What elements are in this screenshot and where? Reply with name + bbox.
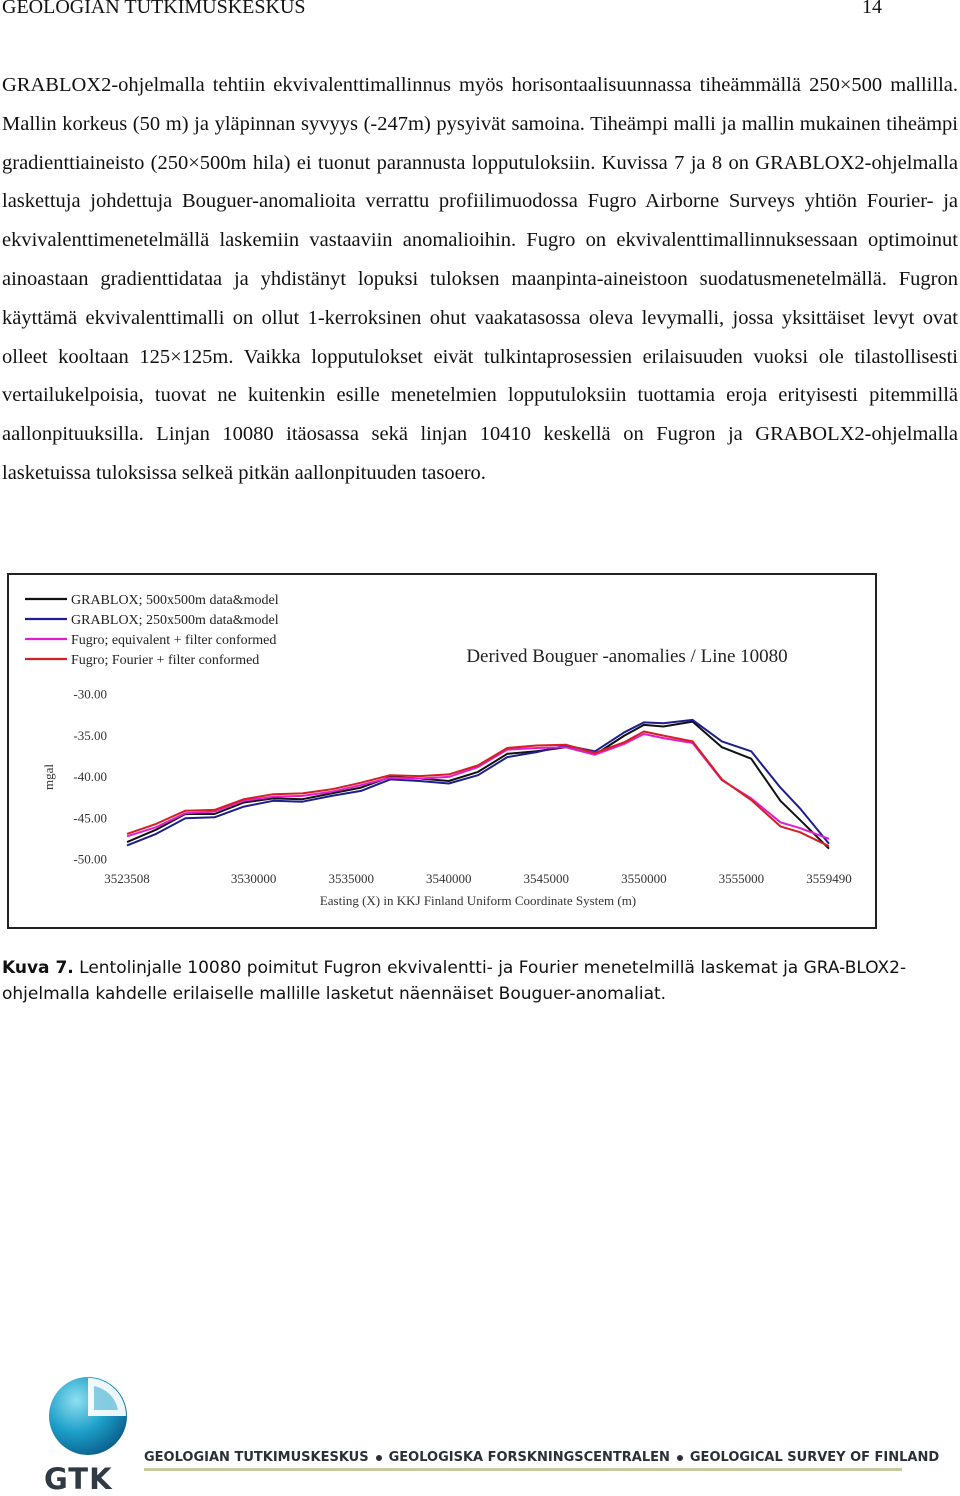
chart-series <box>127 720 829 849</box>
body-paragraph: GRABLOX2-ohjelmalla tehtiin ekvivalenttimallinnus myös horisontaalisuunnassa tiheämmällä 250×500 mallilla. Mallin korkeus (50 m) ja yläpinnan syvyys (-247m) pysyivät samoina. Tiheämpi malli ja mallin mukainen tiheämpi gradienttiaineisto (250×500m hila) ei tuonut parannusta lopputuloksiin. Kuvissa 7 ja 8 on GRABLOX2-ohjelmalla laskettuja johdettuja Bouguer-anomalioita verrattu profiilimuodossa Fugro Airborne Surveys yhtiön Fourier- ja ekvivalenttimenetelmällä laskemiin vastaaviin anomalioihin. Fugro on ekvivalenttimallinnuksessaan optimoinut ainoastaan gradienttidataa ja yhdistänyt lopuksi tuloksen maanpinta-aineistoon suodatusmenetelmällä. Fugron käyttämä ekvivalenttimalli on ollut 1-kerroksinen ohut vaakatasossa oleva levymalli, jossa yksittäiset levyt ovat olleet kooltaan 125×125m. Vaikka lopputulokset eivät tulkintaprosessien erilaisuuden vuoksi ole tilastollisesti vertailukelpoisia, tuovat ne kuitenkin esille menetelmien lopputuloksiin tuottamia eroja erityisesti pitemmillä aallonpituuksilla. Linjan 10080 itäosassa sekä linjan 10410 keskellä on Fugron ja GRABOLX2-ohjelmalla lasketuissa tuloksissa selkeä pitkän aallonpituuden tasoero. <box>2 74 958 484</box>
x-tick-label: 3540000 <box>426 871 472 886</box>
org-name-en: GEOLOGICAL SURVEY OF FINLAND <box>689 1450 940 1465</box>
organization-names <box>144 1450 939 1465</box>
caption-label: Kuva 7. <box>2 958 74 978</box>
x-axis-ticks <box>104 871 852 886</box>
series-line-0 <box>127 722 829 849</box>
bullet-icon <box>376 1455 382 1461</box>
y-tick-label: -30.00 <box>73 686 107 702</box>
org-name-fi: GEOLOGIAN TUTKIMUSKESKUS <box>144 1450 369 1465</box>
x-tick-label: 3523508 <box>104 871 150 886</box>
figure-caption <box>2 955 942 1007</box>
legend-label: Fugro; Fourier + filter conformed <box>71 653 260 668</box>
footer-rule <box>144 1468 902 1471</box>
gtk-globe-logo-icon <box>48 1376 128 1456</box>
x-tick-label: 3535000 <box>328 871 374 886</box>
chart-title: Derived Bouguer -anomalies / Line 10080 <box>466 646 788 667</box>
bouguer-anomaly-chart <box>9 575 875 927</box>
gtk-logo-text: GTK <box>44 1462 113 1496</box>
series-line-1 <box>127 720 829 846</box>
page-number: 14 <box>862 0 882 18</box>
chart-figure <box>7 573 877 929</box>
x-tick-label: 3550000 <box>621 871 667 886</box>
header-title: GEOLOGIAN TUTKIMUSKESKUS <box>2 0 306 18</box>
bullet-icon <box>677 1455 683 1461</box>
legend-label: GRABLOX; 250x500m data&model <box>71 613 279 628</box>
legend-label: GRABLOX; 500x500m data&model <box>71 593 279 608</box>
y-tick-label: -35.00 <box>73 727 107 743</box>
chart-legend <box>25 593 279 668</box>
x-axis-label: Easting (X) in KKJ Finland Uniform Coordinate System (m) <box>319 893 637 908</box>
x-tick-label: 3555000 <box>718 871 765 886</box>
y-tick-label: -45.00 <box>73 810 107 826</box>
y-tick-label: -40.00 <box>73 769 107 785</box>
x-tick-label: 3530000 <box>230 871 277 886</box>
caption-text: Lentolinjalle 10080 poimitut Fugron ekvivalentti- ja Fourier menetelmillä laskemat ja GRA-BLOX2-ohjelmalla kahdelle erilaiselle mallille lasketut näennäiset Bouguer-anomaliat. <box>2 958 907 1004</box>
x-tick-label: 3545000 <box>523 871 570 886</box>
y-axis-ticks <box>73 687 107 867</box>
legend-label: Fugro; equivalent + filter conformed <box>71 633 277 648</box>
y-tick-label: -50.00 <box>73 851 107 867</box>
series-line-2 <box>127 734 829 839</box>
y-axis-label: mgal <box>41 764 56 790</box>
x-tick-label: 3559490 <box>806 871 852 886</box>
org-name-sv: GEOLOGISKA FORSKNINGSCENTRALEN <box>388 1450 670 1465</box>
page-header <box>2 0 882 19</box>
page-footer <box>44 1376 940 1496</box>
